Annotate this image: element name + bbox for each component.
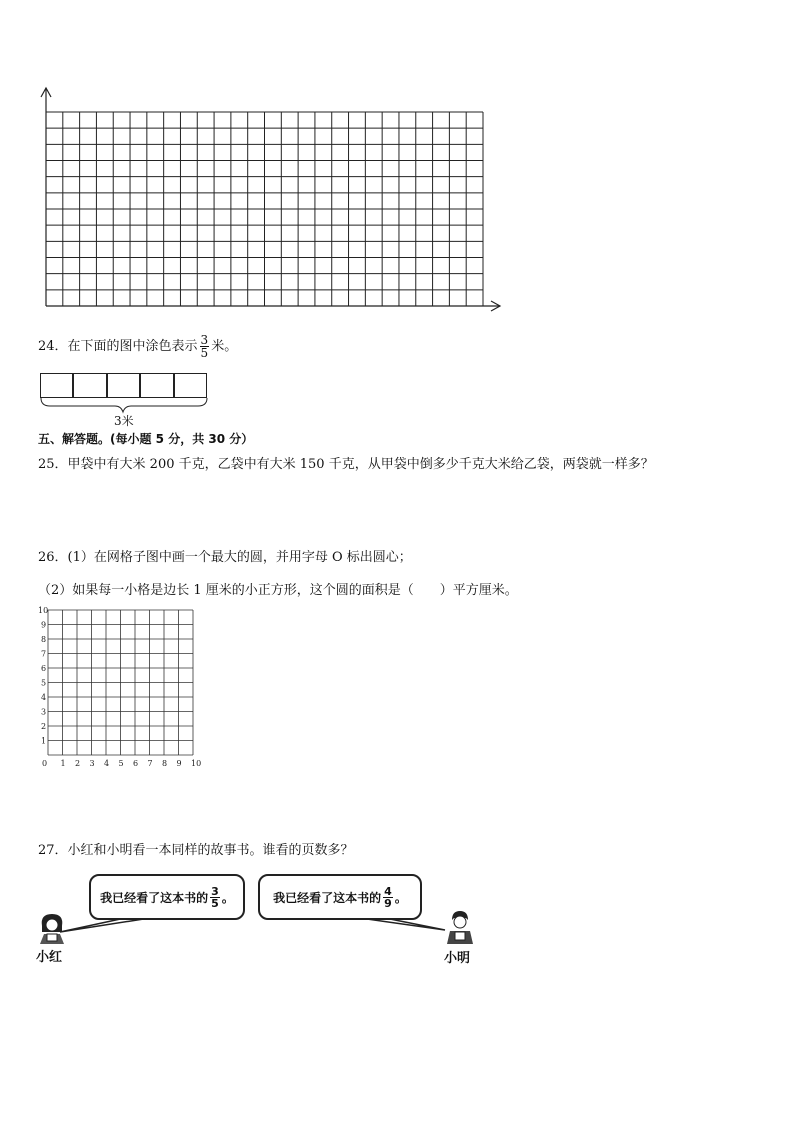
x-tick-label: 3 (89, 759, 95, 768)
y-tick-label: 10 (38, 606, 49, 615)
y-tick-label: 6 (41, 664, 47, 673)
q26-line1: 26．(1）在网格子图中画一个最大的圆，并用字母 O 标出圆心； (38, 550, 412, 565)
x-tick-label: 0 (42, 759, 48, 768)
large-grid (0, 0, 794, 330)
xiaohong-name: 小红 (36, 950, 63, 965)
x-tick-label: 6 (133, 759, 139, 768)
x-tick-label: 7 (147, 759, 153, 768)
strip-cell[interactable] (40, 373, 73, 398)
strip-cell[interactable] (174, 373, 207, 398)
q26-line2: （2）如果每一小格是边长 1 厘米的小正方形，这个圆的面积是（ ）平方厘米。 (38, 583, 518, 598)
strip-cell[interactable] (140, 373, 173, 398)
q24-strip-label: 3米 (114, 414, 134, 428)
x-tick-label: 5 (118, 759, 124, 768)
left-bubble-text: 我已经看了这本书的 (100, 890, 209, 905)
y-tick-label: 5 (41, 678, 47, 688)
q24-strip[interactable] (40, 373, 207, 398)
y-tick-label: 3 (41, 707, 47, 717)
xiaohong-figure-icon (38, 912, 68, 944)
strip-cell[interactable] (73, 373, 106, 398)
y-tick-label: 9 (41, 620, 47, 630)
x-tick-label: 9 (176, 759, 182, 768)
x-tick-label: 1 (60, 759, 66, 768)
right-bubble-fraction: $\frac{4}{9}$ (384, 884, 392, 910)
x-tick-label: 10 (191, 759, 202, 768)
left-bubble-fraction: $\frac{3}{5}$ (211, 884, 219, 910)
q24-prompt (38, 334, 237, 359)
y-tick-label: 4 (41, 693, 47, 702)
y-tick-label: 8 (41, 635, 47, 644)
q24-suffix: 米。 (211, 339, 238, 354)
xiaoming-figure-icon (445, 910, 475, 944)
q27-text: 27．小红和小明看一本同样的故事书。谁看的页数多？ (38, 843, 354, 858)
q25-text: 25．甲袋中有大米 200 千克，乙袋中有大米 150 千克，从甲袋中倒多少千克大米给乙袋，两袋就一样多？ (38, 457, 654, 472)
section-5-heading: 五、解答题。(每小题 5 分，共 30 分） (38, 432, 254, 446)
right-bubble-text: 我已经看了这本书的 (273, 890, 382, 905)
y-tick-label: 7 (41, 649, 47, 659)
x-tick-label: 4 (104, 759, 110, 768)
xiaoming-name: 小明 (444, 951, 471, 966)
y-tick-label: 2 (41, 722, 47, 731)
strip-cell[interactable] (107, 373, 140, 398)
q26-coordinate-grid[interactable] (0, 600, 794, 780)
q24-fraction: $\frac{3}{5}$ (200, 333, 209, 360)
xiaoming-speech-bubble: 我已经看了这本书的 $\frac{4}{9}$ 。 (258, 874, 422, 920)
x-tick-label: 2 (75, 759, 81, 768)
y-tick-label: 1 (41, 736, 47, 746)
xiaohong-speech-bubble: 我已经看了这本书的 $\frac{3}{5}$ 。 (89, 874, 245, 920)
x-tick-label: 8 (162, 759, 168, 768)
q24-prefix: 24．在下面的图中涂色表示 (38, 339, 198, 354)
